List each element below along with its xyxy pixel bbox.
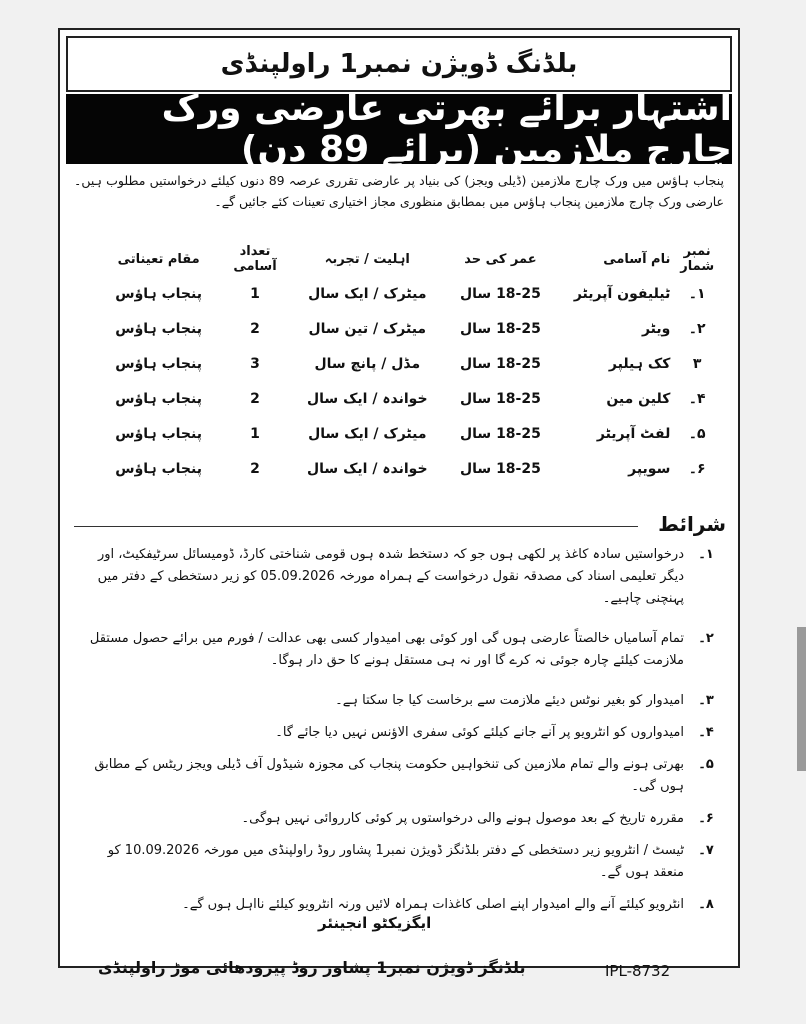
header-post: نام آسامی <box>603 251 671 267</box>
row-sr: ۳ <box>692 355 702 372</box>
condition-number: ۲۔ <box>698 631 714 646</box>
row-qualification: میٹرک / تین سال <box>308 320 427 337</box>
row-place: پنجاب ہاؤس <box>115 320 202 337</box>
row-count: 2 <box>250 460 260 477</box>
row-post: سویپر <box>628 460 671 477</box>
row-place: پنجاب ہاؤس <box>115 425 202 442</box>
row-age: 18-25 سال <box>460 390 541 407</box>
row-age: 18-25 سال <box>460 460 541 477</box>
condition-text: بھرتی ہونے والے تمام ملازمین کی تنخواہیں حکومت پنجاب کی مجوزہ شیڈول آف ڈیلی ویجز ریٹس کے مطابق ہوں گی۔ <box>94 757 684 794</box>
scrollbar[interactable] <box>797 627 806 771</box>
row-place: پنجاب ہاؤس <box>115 460 202 477</box>
row-sr: ۲۔ <box>688 320 706 337</box>
row-count: 1 <box>250 285 260 302</box>
row-post: لفٹ آپریٹر <box>596 425 671 442</box>
conditions-divider <box>74 526 638 527</box>
header-qualification: اہلیت / تجربہ <box>324 251 410 267</box>
advertisement-page <box>58 28 740 980</box>
row-count: 2 <box>250 320 260 337</box>
condition-text: مقررہ تاریخ کے بعد موصول ہونے والی درخواستوں پر کوئی کارروائی نہیں ہوگی۔ <box>241 811 684 826</box>
condition-item <box>74 544 728 610</box>
row-sr: ۶۔ <box>688 460 706 477</box>
row-place: پنجاب ہاؤس <box>115 285 202 302</box>
row-age: 18-25 سال <box>460 285 541 302</box>
signer-title: ایگزیکٹو انجینئر <box>318 914 432 932</box>
row-qualification: خواندہ / ایک سال <box>307 460 428 477</box>
ipl-code: IPL-8732 <box>605 962 671 980</box>
condition-text: تمام آسامیاں خالصتاً عارضی ہوں گی اور کوئی بھی امیدوار کسی بھی عدالت / فورم میں برائے حصول مستقل ملازمت کیلئے چارہ جوئی نہ کرے گا اور نہ ہی مستقل ہونے کا حق دار ہوگا۔ <box>89 631 684 668</box>
row-count: 3 <box>250 355 260 372</box>
intro-paragraph: پنجاب ہاؤس میں ورک چارج ملازمین (ڈیلی ویجز) کی بنیاد پر عارضی تقرری عرصہ 89 دنوں کیلئے درخواستیں مطلوب ہیں۔ عارضی ورک چارج ملازمین پنجاب ہاؤس میں بمطابق منظوری مجاز اختیاری تعینات کئے جائیں گے۔ <box>74 173 724 209</box>
advertisement-banner: اشتہار برائے بھرتی عارضی ورک چارج ملازمین (برائے 89 دن) <box>66 94 732 164</box>
row-sr: ۱۔ <box>688 285 706 302</box>
condition-item <box>74 808 728 830</box>
table-row <box>100 276 724 311</box>
row-age: 18-25 سال <box>460 355 541 372</box>
condition-item <box>74 894 728 916</box>
condition-text: امیدواروں کو انٹرویو پر آنے جانے کیلئے کوئی سفری الاؤنس نہیں دیا جائے گا۔ <box>275 725 684 740</box>
row-sr: ۴۔ <box>688 390 706 407</box>
division-header: بلڈنگ ڈویژن نمبر1 راولپنڈی <box>66 36 732 92</box>
condition-item <box>74 754 728 798</box>
condition-item <box>74 690 728 712</box>
table-row <box>100 381 724 416</box>
conditions-title: شرائط <box>658 512 726 536</box>
posts-table <box>100 242 724 486</box>
table-row <box>100 311 724 346</box>
header-age: عمر کی حد <box>464 251 537 267</box>
header-place: مقام تعیناتی <box>117 251 200 267</box>
row-qualification: میٹرک / ایک سال <box>308 285 427 302</box>
condition-item <box>74 840 728 884</box>
table-row <box>100 416 724 451</box>
row-age: 18-25 سال <box>460 425 541 442</box>
condition-item <box>74 628 728 672</box>
table-row <box>100 451 724 486</box>
condition-number: ۷۔ <box>698 843 714 858</box>
condition-number: ۱۔ <box>698 547 714 562</box>
condition-number: ۵۔ <box>698 757 714 772</box>
row-post: کک ہیلپر <box>608 355 671 372</box>
row-post: ویٹر <box>641 320 671 337</box>
row-post: ٹیلیفون آپریٹر <box>573 285 671 302</box>
condition-text: انٹرویو کیلئے آنے والے امیدوار اپنے اصلی کاغذات ہمراہ لائیں ورنہ انٹرویو کیلئے نااہل ہوں گے۔ <box>182 897 684 912</box>
header-count: تعداد آسامی <box>233 244 277 274</box>
row-age: 18-25 سال <box>460 320 541 337</box>
table-row <box>100 346 724 381</box>
condition-text: امیدوار کو بغیر نوٹس دیئے ملازمت سے برخاست کیا جا سکتا ہے۔ <box>335 693 684 708</box>
row-sr: ۵۔ <box>688 425 706 442</box>
row-place: پنجاب ہاؤس <box>115 390 202 407</box>
condition-number: ۶۔ <box>698 811 714 826</box>
conditions-list <box>74 544 728 926</box>
condition-number: ۸۔ <box>698 897 714 912</box>
row-count: 1 <box>250 425 260 442</box>
row-post: کلین مین <box>606 390 671 407</box>
condition-text: درخواستیں سادہ کاغذ پر لکھی ہوں جو کہ دستخط شدہ ہوں قومی شناختی کارڈ، ڈومیسائل سرٹیفکیٹ، اور دیگر تعلیمی اسناد کی مصدقہ نقول درخواست کے ہمراہ مورخہ 05.09.2026 کو زیر دستخطی کے دفتر میں پہنچنی چاہیے۔ <box>97 547 684 606</box>
row-count: 2 <box>250 390 260 407</box>
condition-item <box>74 722 728 744</box>
condition-number: ۳۔ <box>698 693 714 708</box>
row-qualification: خواندہ / ایک سال <box>307 390 428 407</box>
table-header-row <box>100 242 724 276</box>
row-qualification: میٹرک / ایک سال <box>308 425 427 442</box>
header-sr: نمبر شمار <box>680 244 715 274</box>
office-address: بلڈنگز ڈویژن نمبر1 پشاور روڈ پیرودھائی موڑ راولپنڈی <box>98 958 526 977</box>
row-place: پنجاب ہاؤس <box>115 355 202 372</box>
condition-number: ۴۔ <box>698 725 714 740</box>
row-qualification: مڈل / پانچ سال <box>314 355 421 372</box>
condition-text: ٹیسٹ / انٹرویو زیر دستخطی کے دفتر بلڈنگز ڈویژن نمبر1 پشاور روڈ راولپنڈی میں مورخہ 10.09.2026 کو منعقد ہوں گے۔ <box>107 843 684 880</box>
